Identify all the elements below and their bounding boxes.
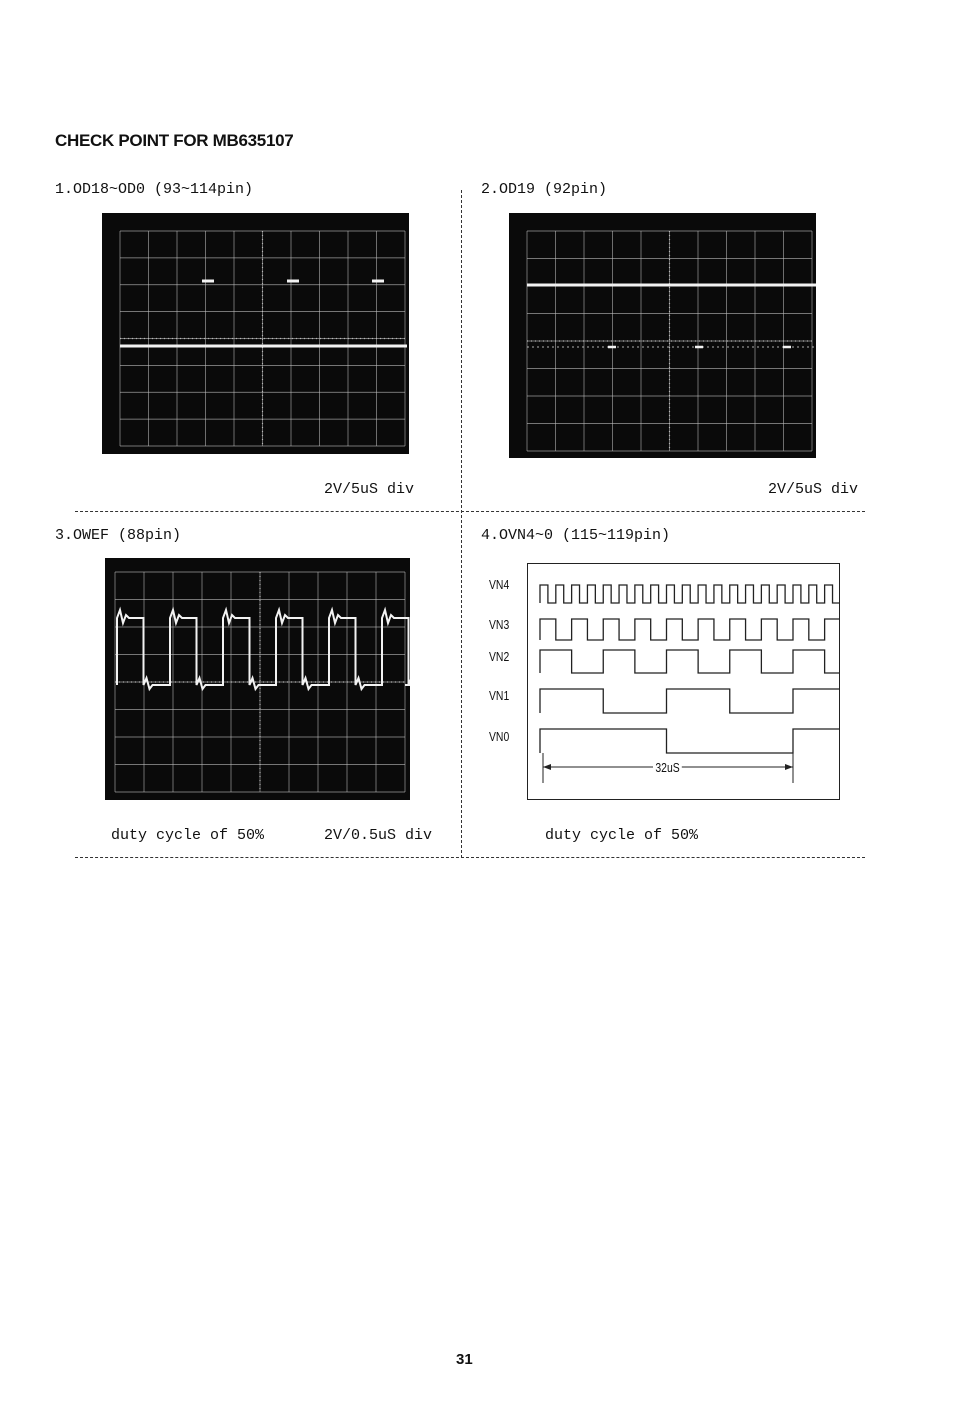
page-title: CHECK POINT FOR MB635107 <box>55 131 294 150</box>
oscilloscope-screen-1 <box>102 213 409 454</box>
scope-2-trace <box>509 213 816 458</box>
panel-1-caption: 1.OD18~OD0 (93~114pin) <box>55 181 254 198</box>
panel-3-caption: 3.OWEF (88pin) <box>55 527 182 544</box>
signal-label-vn2: VN2 <box>489 649 510 664</box>
horizontal-divider-top <box>75 511 865 512</box>
scope-1-trace <box>102 213 409 454</box>
panel-2-scale: 2V/5uS div <box>768 481 859 498</box>
signal-label-vn3: VN3 <box>489 617 510 632</box>
period-arrowhead <box>543 764 551 770</box>
panel-4-note: duty cycle of 50% <box>545 827 699 844</box>
period-arrowhead <box>785 764 793 770</box>
panel-3-note: duty cycle of 50% <box>111 827 265 844</box>
square-wave-trace <box>117 610 410 689</box>
vertical-divider <box>461 190 462 858</box>
oscilloscope-screen-3 <box>105 558 410 800</box>
panel-3-scale: 2V/0.5uS div <box>324 827 433 844</box>
page-number: 31 <box>456 1351 473 1368</box>
signal-label-vn4: VN4 <box>489 577 510 592</box>
waveform-vn1 <box>540 689 840 713</box>
period-label: 32uS <box>653 760 682 775</box>
scope-3-trace <box>105 558 410 800</box>
waveform-vn4 <box>540 585 840 603</box>
oscilloscope-screen-2 <box>509 213 816 458</box>
waveform-vn3 <box>540 619 840 640</box>
signal-label-vn0: VN0 <box>489 729 510 744</box>
panel-4-caption: 4.OVN4~0 (115~119pin) <box>481 527 671 544</box>
signal-label-vn1: VN1 <box>489 688 510 703</box>
timing-diagram <box>527 563 840 800</box>
panel-1-scale: 2V/5uS div <box>324 481 415 498</box>
panel-2-caption: 2.OD19 (92pin) <box>481 181 608 198</box>
horizontal-divider-bottom <box>75 857 865 858</box>
waveform-vn0 <box>540 729 840 753</box>
waveform-vn2 <box>540 650 840 673</box>
